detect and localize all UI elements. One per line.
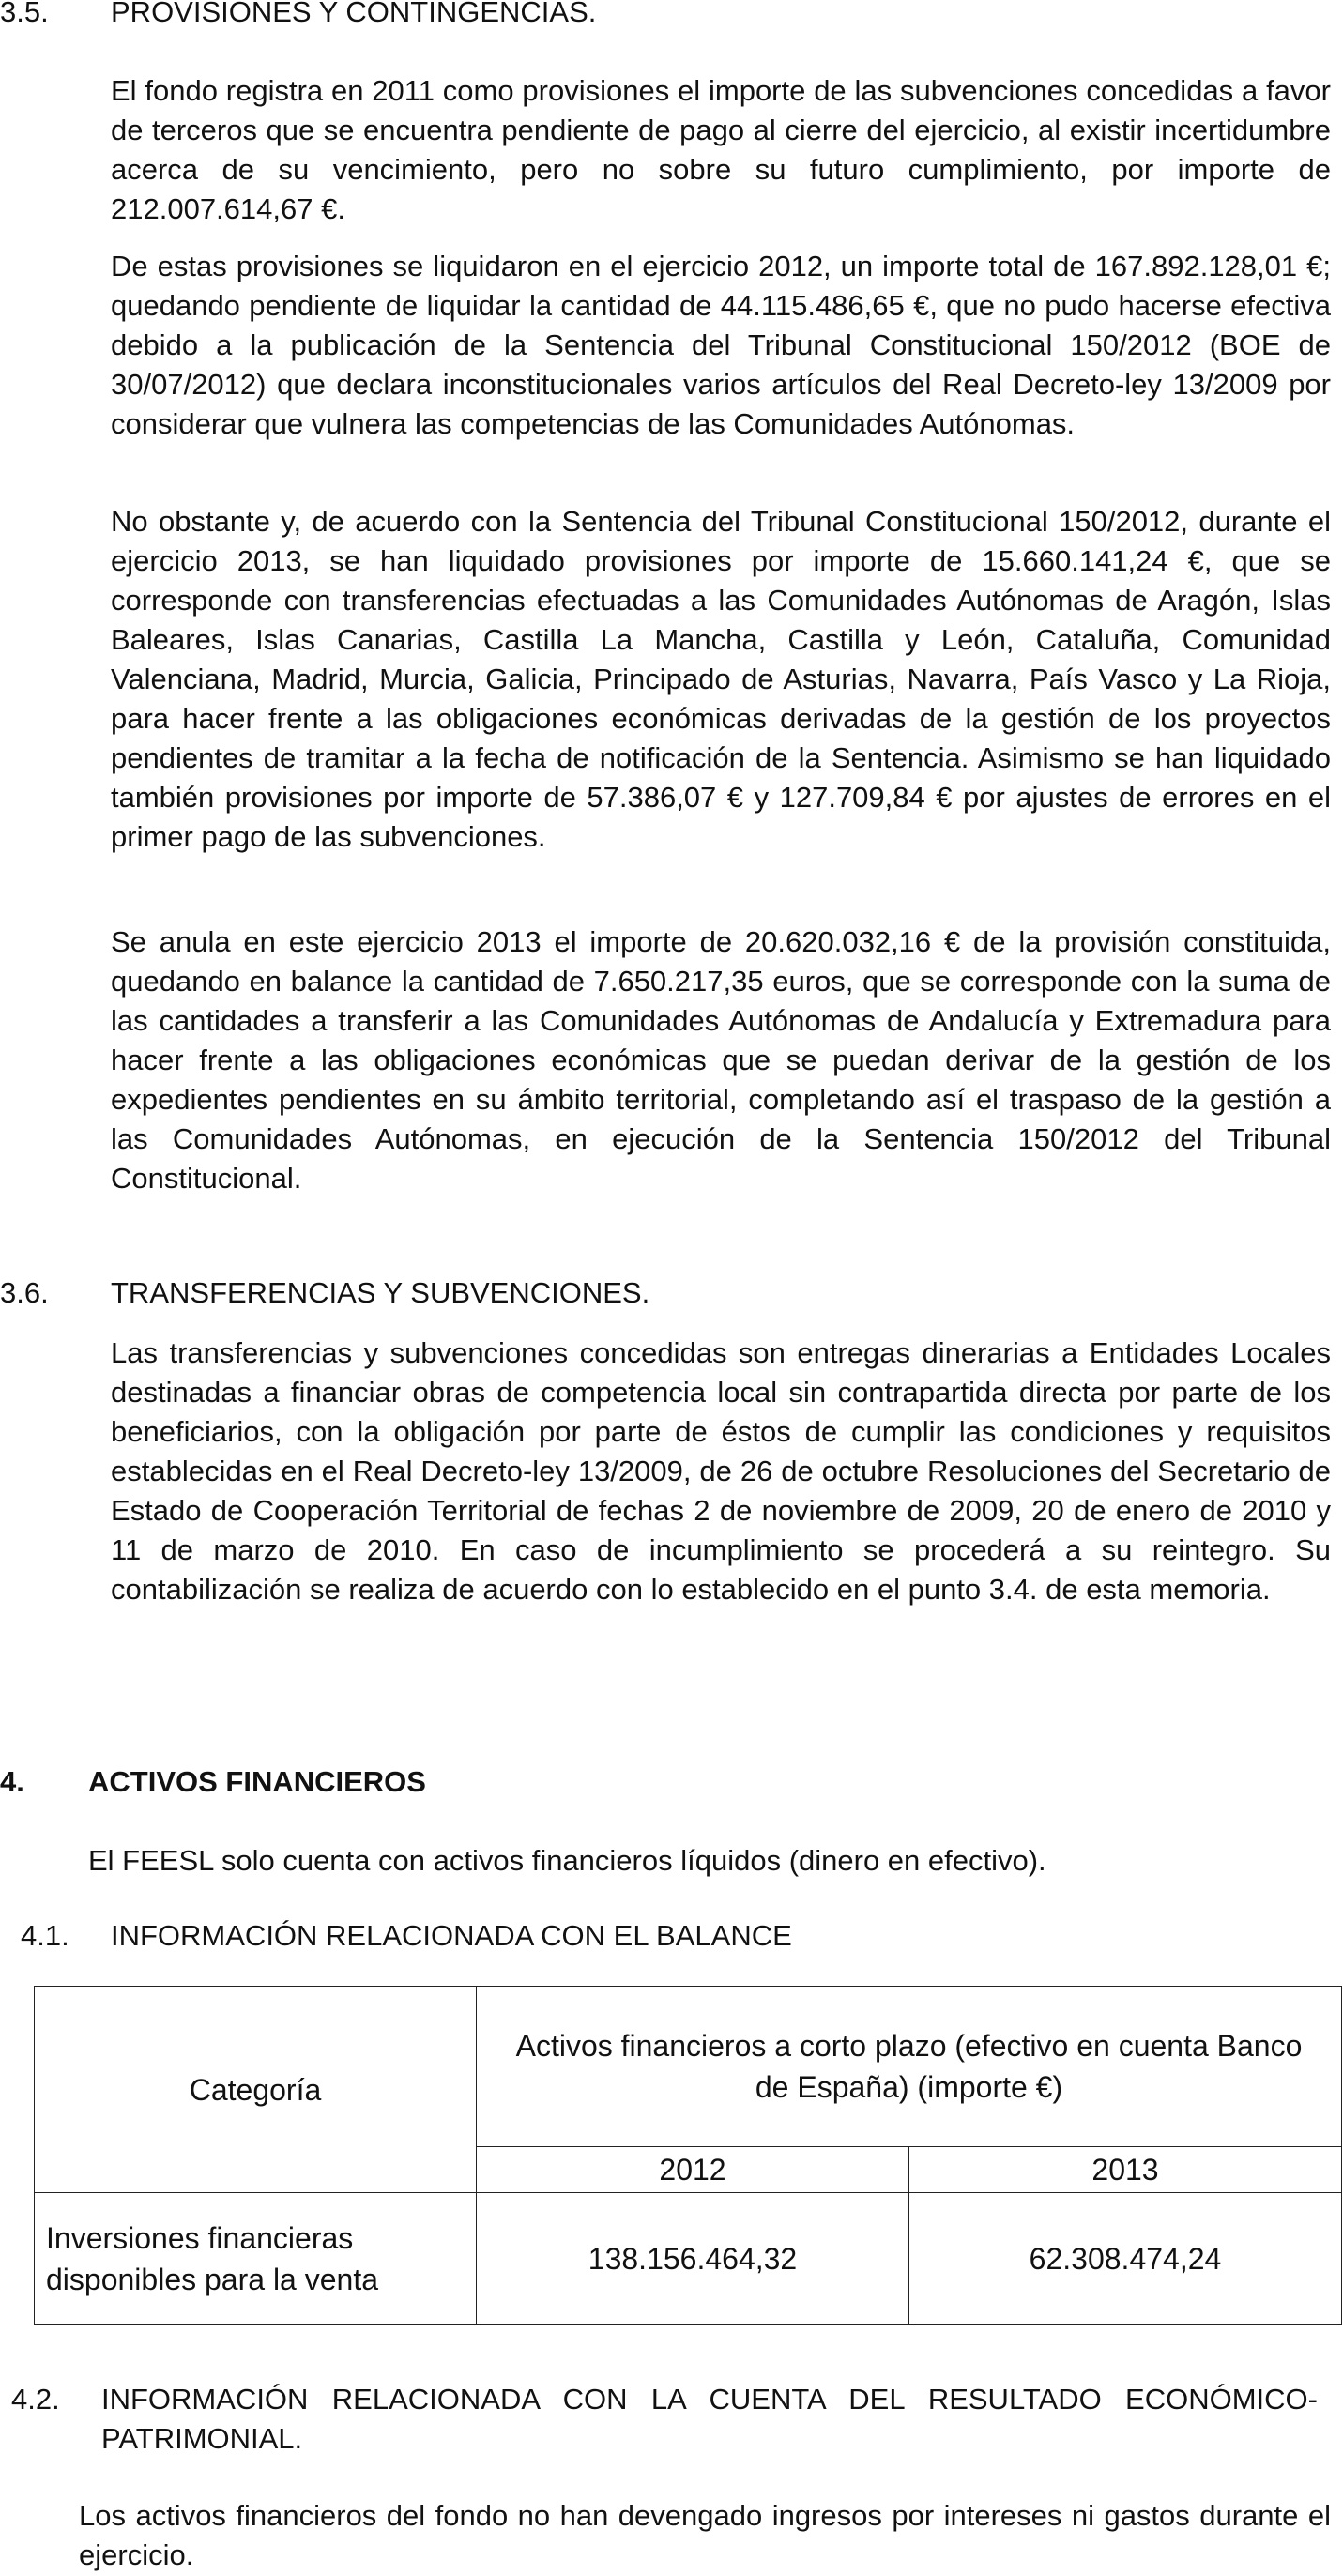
section-3-5-paragraph-4: Se anula en este ejercicio 2013 el importe de 20.620.032,16 € de la provisión constituida, quedando en balance la cantidad de 7.650.217,35 euros, que se corresponde con la suma de las cantidades a transferir a las Comunidades Autónomas de Andalucía y Extremadura para hacer frente a las obligaciones económicas que se puedan derivar de la gestión de los expedientes pendientes en su ámbito territorial, completando así el traspaso de la gestión a las Comunidades Autónomas, en ejecución de la Sentencia 150/2012 del Tribunal Constitucional. <box>111 925 1331 1195</box>
section-4-2-title: INFORMACIÓN RELACIONADA CON LA CUENTA DEL RESULTADO ECONÓMICO-PATRIMONIAL. <box>101 2383 1318 2455</box>
section-4-1-number: 4.1. <box>21 1919 69 1952</box>
section-3-5-paragraph-1: El fondo registra en 2011 como provisiones el importe de las subvenciones concedidas a favor de terceros que se encuentra pendiente de pago al cierre del ejercicio, al existir incertidumbre acerca de su vencimiento, pero no sobre su futuro cumplimiento, por importe de 212.007.614,67 €. <box>111 74 1331 225</box>
section-4-intro: El FEESL solo cuenta con activos financieros líquidos (dinero en efectivo). <box>88 1844 1046 1877</box>
section-4-number: 4. <box>0 1765 24 1798</box>
section-4-title: ACTIVOS FINANCIEROS <box>88 1765 426 1798</box>
section-3-5-paragraph-2: De estas provisiones se liquidaron en el ejercicio 2012, un importe total de 167.892.128,01 €; quedando pendiente de liquidar la cantidad de 44.115.486,65 €, que no pudo hacerse efectiva debido a la publicación de la Sentencia del Tribunal Constitucional 150/2012 (BOE de 30/07/2012) que declara inconstitucionales varios artículos del Real Decreto-ley 13/2009 por considerar que vulnera las competencias de las Comunidades Autónomas. <box>111 250 1331 440</box>
section-3-5-title: PROVISIONES Y CONTINGENCIAS. <box>111 0 597 28</box>
section-3-5-number: 3.5. <box>0 0 49 28</box>
balance-table <box>34 1986 1342 2325</box>
row-label: Inversiones financieras disponibles para la venta <box>35 2193 477 2325</box>
section-4-1-title: INFORMACIÓN RELACIONADA CON EL BALANCE <box>111 1919 792 1952</box>
section-4-2-paragraph: Los activos financieros del fondo no han devengado ingresos por intereses ni gastos durante el ejercicio. <box>79 2499 1331 2571</box>
value-2012: 138.156.464,32 <box>477 2193 909 2325</box>
value-2013: 62.308.474,24 <box>909 2193 1342 2325</box>
year-header-2013: 2013 <box>909 2147 1342 2193</box>
category-header: Categoría <box>35 1987 477 2193</box>
group-header: Activos financieros a corto plazo (efectivo en cuenta Banco de España) (importe €) <box>477 1987 1342 2147</box>
section-3-6-title: TRANSFERENCIAS Y SUBVENCIONES. <box>111 1276 650 1309</box>
section-3-5-paragraph-3: No obstante y, de acuerdo con la Sentencia del Tribunal Constitucional 150/2012, durante el ejercicio 2013, se han liquidado provisiones por importe de 15.660.141,24 €, que se corresponde con transferencias efectuadas a las Comunidades Autónomas de Aragón, Islas Baleares, Islas Canarias, Castilla La Mancha, Castilla y León, Cataluña, Comunidad Valenciana, Madrid, Murcia, Galicia, Principado de Asturias, Navarra, País Vasco y La Rioja, para hacer frente a las obligaciones económicas derivadas de la gestión de los proyectos pendientes de tramitar a la fecha de notificación de la Sentencia. Asimismo se han liquidado también provisiones por importe de 57.386,07 € y 127.709,84 € por ajustes de errores en el primer pago de las subvenciones. <box>111 505 1331 853</box>
year-header-2012: 2012 <box>477 2147 909 2193</box>
section-3-6-paragraph: Las transferencias y subvenciones concedidas son entregas dinerarias a Entidades Locales destinadas a financiar obras de competencia local sin contrapartida directa por parte de los beneficiarios, con la obligación por parte de éstos de cumplir las condiciones y requisitos establecidas en el Real Decreto-ley 13/2009, de 26 de octubre Resoluciones del Secretario de Estado de Cooperación Territorial de fechas 2 de noviembre de 2009, 20 de enero de 2010 y 11 de marzo de 2010. En caso de incumplimiento se procederá a su reintegro. Su contabilización se realiza de acuerdo con lo establecido en el punto 3.4. de esta memoria. <box>111 1336 1331 1606</box>
section-4-2-number: 4.2. <box>11 2383 60 2416</box>
section-3-6-number: 3.6. <box>0 1276 49 1309</box>
